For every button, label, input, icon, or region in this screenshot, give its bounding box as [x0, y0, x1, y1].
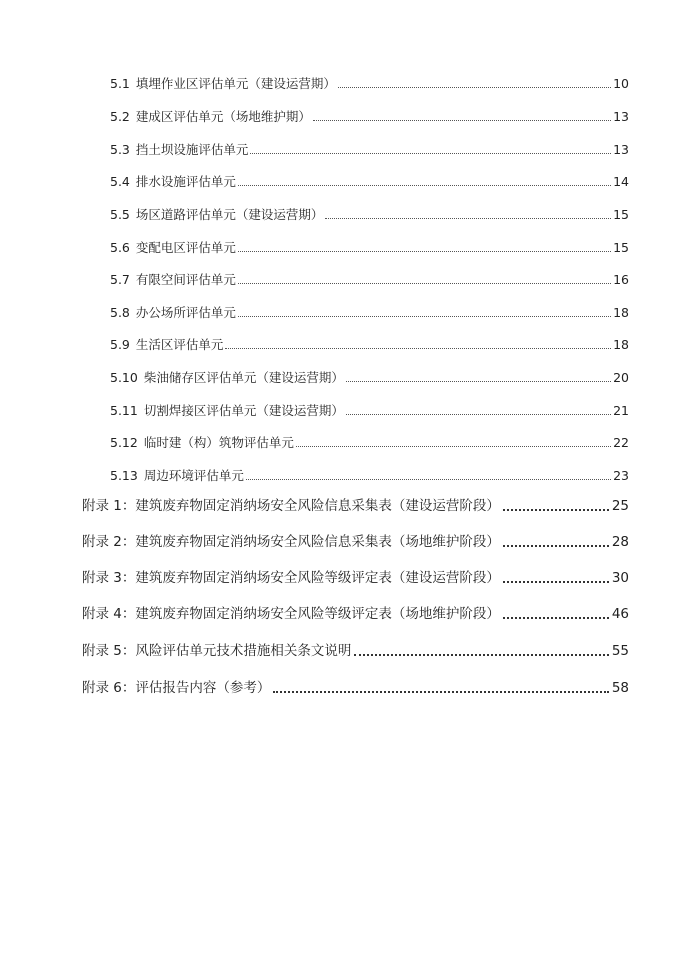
toc-appendix-1[interactable] [82, 500, 629, 514]
dot-leader [238, 251, 611, 252]
toc-appendix-page: 46 [611, 606, 629, 622]
dot-leader [503, 617, 609, 619]
dot-leader [354, 654, 608, 656]
dot-leader [296, 446, 611, 447]
toc-appendix-3[interactable] [82, 572, 629, 586]
dot-leader [338, 87, 611, 88]
toc-entry-title: 周边环境评估单元 [143, 468, 244, 483]
toc-entry-number: 5.7 [110, 272, 130, 287]
toc-appendix-page: 30 [611, 570, 629, 586]
toc-entry-title: 场区道路评估单元（建设运营期） [135, 207, 324, 222]
dot-leader [273, 691, 608, 693]
toc-entry-number: 5.2 [110, 109, 130, 124]
toc-appendix-page: 28 [611, 534, 629, 550]
dot-leader [346, 381, 611, 382]
dot-leader [246, 479, 611, 480]
toc-entry-5-11[interactable] [110, 405, 629, 418]
toc-entry-5-1[interactable] [110, 78, 629, 91]
toc-entry-title: 有限空间评估单元 [135, 272, 236, 287]
dot-leader [250, 153, 611, 154]
toc-entry-title: 切割焊接区评估单元（建设运营期） [143, 403, 344, 418]
toc-entry-number: 5.13 [110, 468, 138, 483]
toc-entry-5-3[interactable] [110, 144, 629, 157]
dot-leader [325, 218, 611, 219]
dot-leader [238, 283, 611, 284]
toc-appendix-page: 25 [611, 498, 629, 514]
toc-entry-page: 13 [613, 109, 629, 124]
toc-entry-page: 18 [613, 337, 629, 352]
toc-appendix-title: 附录 5：风险评估单元技术措施相关条文说明 [82, 643, 352, 659]
toc-appendix-title: 附录 4：建筑废弃物固定消纳场安全风险等级评定表（场地维护阶段） [82, 606, 500, 622]
toc-appendix-title: 附录 6：评估报告内容（参考） [82, 680, 271, 696]
toc-appendix-2[interactable] [82, 536, 629, 550]
toc-entry-5-12[interactable] [110, 437, 629, 450]
toc-entry-page: 10 [613, 76, 629, 91]
toc-entry-number: 5.3 [110, 142, 130, 157]
toc-entry-number: 5.4 [110, 174, 130, 189]
toc-entry-title: 排水设施评估单元 [135, 174, 236, 189]
toc-entry-page: 15 [613, 240, 629, 255]
toc-entry-5-9[interactable] [110, 339, 629, 352]
dot-leader [503, 545, 609, 547]
toc-entry-5-7[interactable] [110, 274, 629, 287]
toc-entry-number: 5.6 [110, 240, 130, 255]
toc-entry-page: 23 [613, 468, 629, 483]
toc-entry-page: 16 [613, 272, 629, 287]
toc-entry-number: 5.12 [110, 435, 138, 450]
toc-appendix-title: 附录 3：建筑废弃物固定消纳场安全风险等级评定表（建设运营阶段） [82, 570, 500, 586]
toc-appendix-6[interactable] [82, 682, 629, 696]
dot-leader [238, 316, 611, 317]
dot-leader [503, 581, 609, 583]
toc-entry-5-5[interactable] [110, 209, 629, 222]
dot-leader [238, 185, 611, 186]
toc-entry-5-13[interactable] [110, 470, 629, 483]
toc-entry-page: 18 [613, 305, 629, 320]
toc-entry-page: 15 [613, 207, 629, 222]
dot-leader [225, 348, 611, 349]
toc-entry-number: 5.8 [110, 305, 130, 320]
toc-appendix-page: 58 [611, 680, 629, 696]
toc-entry-title: 柴油储存区评估单元（建设运营期） [143, 370, 344, 385]
toc-entry-title: 挡土坝设施评估单元 [135, 142, 249, 157]
toc-entry-title: 填埋作业区评估单元（建设运营期） [135, 76, 336, 91]
toc-appendix-title: 附录 1：建筑废弃物固定消纳场安全风险信息采集表（建设运营阶段） [82, 498, 500, 514]
toc-appendix-page: 55 [611, 643, 629, 659]
toc-entry-page: 22 [613, 435, 629, 450]
toc-entry-number: 5.10 [110, 370, 138, 385]
toc-entry-title: 变配电区评估单元 [135, 240, 236, 255]
toc-entry-5-2[interactable] [110, 111, 629, 124]
toc-entry-number: 5.5 [110, 207, 130, 222]
toc-entry-number: 5.9 [110, 337, 130, 352]
toc-entry-5-8[interactable] [110, 307, 629, 320]
toc-entry-title: 建成区评估单元（场地维护期） [135, 109, 311, 124]
toc-entry-page: 20 [613, 370, 629, 385]
toc-entry-5-10[interactable] [110, 372, 629, 385]
dot-leader [313, 120, 611, 121]
toc-appendix-4[interactable] [82, 608, 629, 622]
toc-entry-title: 生活区评估单元 [135, 337, 224, 352]
toc-entry-page: 21 [613, 403, 629, 418]
toc-entry-page: 14 [613, 174, 629, 189]
toc-appendix-5[interactable] [82, 645, 629, 659]
dot-leader [346, 414, 611, 415]
toc-appendix-title: 附录 2：建筑废弃物固定消纳场安全风险信息采集表（场地维护阶段） [82, 534, 500, 550]
toc-entry-number: 5.1 [110, 76, 130, 91]
toc-entry-page: 13 [613, 142, 629, 157]
toc-entry-5-4[interactable] [110, 176, 629, 189]
toc-entry-title: 办公场所评估单元 [135, 305, 236, 320]
dot-leader [503, 509, 609, 511]
toc-entry-5-6[interactable] [110, 242, 629, 255]
toc-entry-title: 临时建（构）筑物评估单元 [143, 435, 294, 450]
toc-entry-number: 5.11 [110, 403, 138, 418]
